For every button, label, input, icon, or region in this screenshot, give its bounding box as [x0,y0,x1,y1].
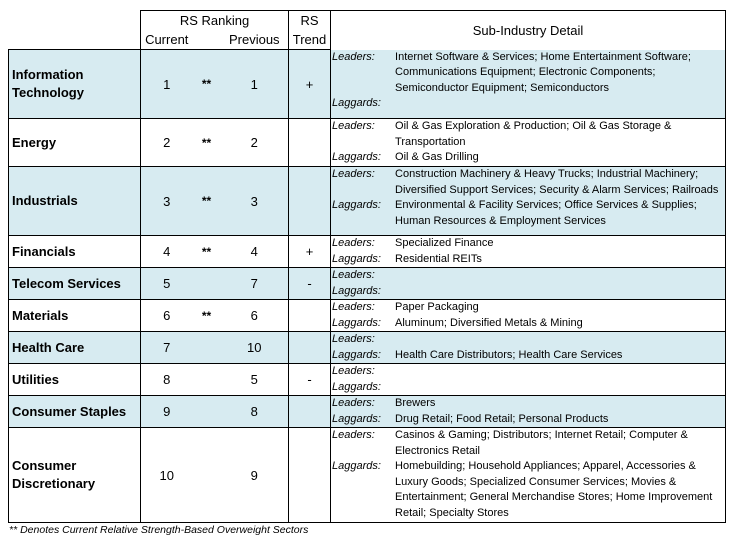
rs-trend [289,332,331,364]
rs-trend [289,300,331,332]
current-rank: 4 [141,236,193,268]
laggards-list [395,380,725,396]
leaders-label: Leaders: [332,120,375,132]
laggards-list: Drug Retail; Food Retail; Personal Products [395,412,609,425]
current-rank: 5 [141,268,193,300]
leaders-label: Leaders: [332,50,375,63]
detail-grid [331,428,725,521]
sector-name: Information Technology [9,50,141,119]
detail-grid [331,167,725,229]
laggards-label: Laggards: [332,460,381,472]
previous-rank: 5 [221,364,289,396]
sector-row [9,332,726,364]
sector-row [9,167,726,236]
previous-rank: 9 [221,428,289,523]
current-rank: 1 [141,50,193,119]
sub-industry-detail [331,332,726,364]
sector-name: Materials [9,300,141,332]
laggards-label: Laggards: [332,252,381,265]
rs-ranking-table [8,10,726,523]
leaders-list [395,268,725,284]
current-rank: 3 [141,167,193,236]
sector-name: Industrials [9,167,141,236]
sector-row [9,50,726,119]
leaders-list: Specialized Finance [395,237,494,249]
rs-trend [289,428,331,523]
current-rank: 10 [141,428,193,523]
laggards-list: Environmental & Facility Services; Office Services & Supplies; Human Resources & Employment Services [395,199,697,227]
previous-rank: 1 [221,50,289,119]
leaders-list: Paper Packaging [395,301,479,313]
leaders-label: Leaders: [332,237,375,249]
rs-trend: + [289,236,331,268]
laggards-list: Health Care Distributors; Health Care Services [395,348,623,361]
laggards-label: Laggards: [332,284,381,297]
leaders-label: Leaders: [332,168,375,180]
overweight-marker: ** [193,119,221,167]
sub-industry-detail [331,50,726,119]
previous-rank: 4 [221,236,289,268]
current-rank: 6 [141,300,193,332]
sector-name: Consumer Discretionary [9,428,141,523]
sector-name: Consumer Staples [9,396,141,428]
leaders-list: Casinos & Gaming; Distributors; Internet Retail; Computer & Electronics Retail [395,429,688,457]
laggards-label: Laggards: [332,380,381,393]
current-rank: 7 [141,332,193,364]
sector-name: Energy [9,119,141,167]
rs-trend: - [289,364,331,396]
leaders-list: Brewers [395,397,436,409]
leaders-label: Leaders: [332,269,375,281]
laggards-list: Aluminum; Diversified Metals & Mining [395,316,583,329]
current-rank: 2 [141,119,193,167]
overweight-marker: ** [193,300,221,332]
overweight-marker [193,268,221,300]
previous-rank: 7 [221,268,289,300]
sub-industry-detail [331,428,726,523]
detail-grid [331,119,725,166]
laggards-list: Oil & Gas Drilling [395,151,479,163]
laggards-list [395,284,725,300]
sub-industry-detail [331,364,726,396]
sub-industry-header: Sub-Industry Detail [331,11,726,50]
sector-rows [9,50,726,523]
rs-header: RS [289,11,331,31]
sector-row [9,364,726,396]
detail-grid [331,268,725,299]
laggards-label: Laggards: [332,348,381,361]
overweight-marker [193,364,221,396]
previous-rank: 3 [221,167,289,236]
sector-row [9,396,726,428]
sector-row [9,119,726,167]
leaders-label: Leaders: [332,333,375,345]
leaders-label: Leaders: [332,301,375,313]
rs-trend [289,119,331,167]
laggards-list [395,96,725,112]
overweight-marker [193,428,221,523]
detail-grid [331,364,725,395]
previous-rank: 10 [221,332,289,364]
detail-grid [331,396,725,427]
previous-rank: 6 [221,300,289,332]
overweight-marker: ** [193,167,221,236]
rs-trend [289,396,331,428]
laggards-list: Homebuilding; Household Appliances; Apparel, Accessories & Luxury Goods; Specialized Consumer Services; Movies & Entertainment; General Merchandise Stores; Home Improvement Retail; Specialty Stores [395,460,713,519]
sector-row [9,268,726,300]
detail-grid [331,50,725,112]
sector-row [9,428,726,523]
leaders-list: Internet Software & Services; Home Entertainment Software; Communications Equipment; Electronic Components; Semiconductor Equipment; Semiconductors [395,50,691,94]
sector-name: Telecom Services [9,268,141,300]
current-rank: 8 [141,364,193,396]
previous-header: Previous [221,30,289,50]
leaders-list [395,332,725,348]
detail-grid [331,236,725,267]
laggards-label: Laggards: [332,316,381,329]
footnote: ** Denotes Current Relative Strength-Based Overweight Sectors [9,524,309,536]
leaders-list: Construction Machinery & Heavy Trucks; Industrial Machinery; Diversified Support Services; Security & Alarm Services; Railroads [395,168,719,196]
sector-name: Financials [9,236,141,268]
laggards-label: Laggards: [332,412,381,425]
overweight-marker: ** [193,50,221,119]
rs-trend [289,167,331,236]
leaders-list [395,364,725,380]
previous-rank: 2 [221,119,289,167]
laggards-label: Laggards: [332,97,381,109]
sub-industry-detail [331,300,726,332]
laggards-list: Residential REITs [395,252,482,265]
leaders-label: Leaders: [332,397,375,409]
current-header: Current [141,30,193,50]
previous-rank: 8 [221,396,289,428]
laggards-label: Laggards: [332,151,381,163]
leaders-list: Oil & Gas Exploration & Production; Oil & Gas Storage & Transportation [395,120,672,148]
detail-grid [331,300,725,331]
overweight-marker: ** [193,236,221,268]
trend-header: Trend [289,30,331,50]
sub-industry-detail [331,167,726,236]
sub-industry-detail [331,236,726,268]
sector-row [9,300,726,332]
detail-grid [331,332,725,363]
leaders-label: Leaders: [332,365,375,377]
rs-trend: + [289,50,331,119]
current-rank: 9 [141,396,193,428]
overweight-marker [193,332,221,364]
sub-industry-detail [331,119,726,167]
sub-industry-detail [331,268,726,300]
sub-industry-detail [331,396,726,428]
sector-name: Utilities [9,364,141,396]
leaders-label: Leaders: [332,429,375,441]
overweight-marker [193,396,221,428]
sector-row [9,236,726,268]
rs-trend: - [289,268,331,300]
rs-ranking-header: RS Ranking [141,11,289,31]
laggards-label: Laggards: [332,199,381,211]
sector-name: Health Care [9,332,141,364]
